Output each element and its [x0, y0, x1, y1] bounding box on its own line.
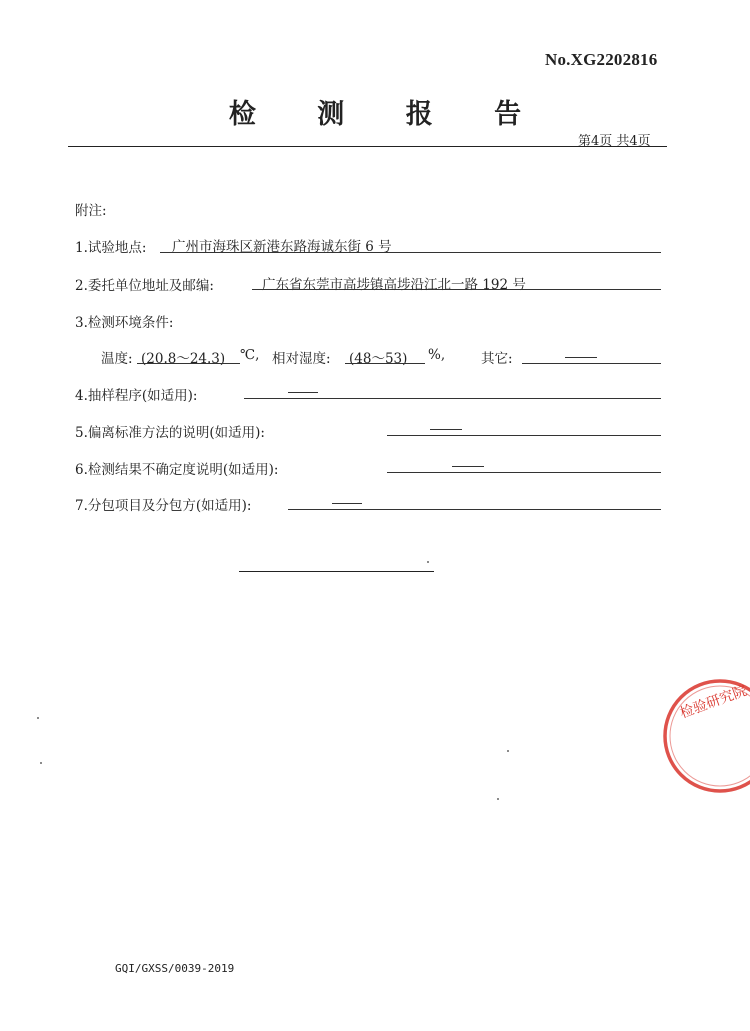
header-divider [68, 146, 667, 147]
other-label: 其它: [481, 351, 513, 367]
deviation-underline [387, 435, 661, 436]
humidity-label: 相对湿度: [272, 351, 331, 367]
other-dash [565, 357, 597, 358]
test-location-underline [160, 252, 661, 253]
test-location-value: 广州市海珠区新港东路海诚东街 6 号 [172, 239, 392, 255]
uncertainty-underline [387, 472, 661, 473]
page-title: 检 测 报 告 [228, 99, 548, 130]
inspection-seal [660, 676, 750, 796]
scan-speck [37, 717, 39, 719]
temperature-unit: ℃, [240, 347, 260, 363]
temperature-label: 温度: [101, 351, 133, 367]
footer-document-code: GQI/GXSS/0039-2019 [115, 962, 235, 975]
deviation-label: 5.偏离标准方法的说明(如适用): [75, 425, 265, 441]
humidity-unit: %, [428, 347, 446, 363]
sampling-underline [244, 398, 661, 399]
subcontract-dash [332, 503, 362, 504]
scan-speck [497, 798, 499, 800]
end-of-report-line [239, 571, 434, 572]
humidity-value: (48～53) [349, 351, 408, 367]
appendix-label: 附注: [75, 203, 107, 219]
temperature-underline [137, 363, 240, 364]
scan-speck [40, 762, 42, 764]
test-location-label: 1.试验地点: [75, 240, 147, 256]
environment-label: 3.检测环境条件: [75, 315, 174, 331]
subcontract-underline [288, 509, 661, 510]
client-address-underline [252, 289, 661, 290]
subcontract-label: 7.分包项目及分包方(如适用): [75, 498, 252, 514]
scan-speck [427, 561, 429, 563]
humidity-underline [345, 363, 425, 364]
deviation-dash [430, 429, 462, 430]
temperature-value: (20.8～24.3) [141, 351, 226, 367]
client-address-label: 2.委托单位地址及邮编: [75, 278, 214, 294]
uncertainty-dash [452, 466, 484, 467]
seal-text: 检验研究院 [677, 682, 750, 722]
report-number: No.XG2202816 [545, 50, 658, 69]
other-underline [522, 363, 661, 364]
client-address-value: 广东省东莞市高埗镇高埗沿江北一路 192 号 [262, 277, 526, 293]
scan-speck [507, 750, 509, 752]
uncertainty-label: 6.检测结果不确定度说明(如适用): [75, 462, 279, 478]
page-info: 第4页 共4页 [578, 134, 651, 149]
sampling-dash [288, 392, 318, 393]
sampling-label: 4.抽样程序(如适用): [75, 388, 198, 404]
